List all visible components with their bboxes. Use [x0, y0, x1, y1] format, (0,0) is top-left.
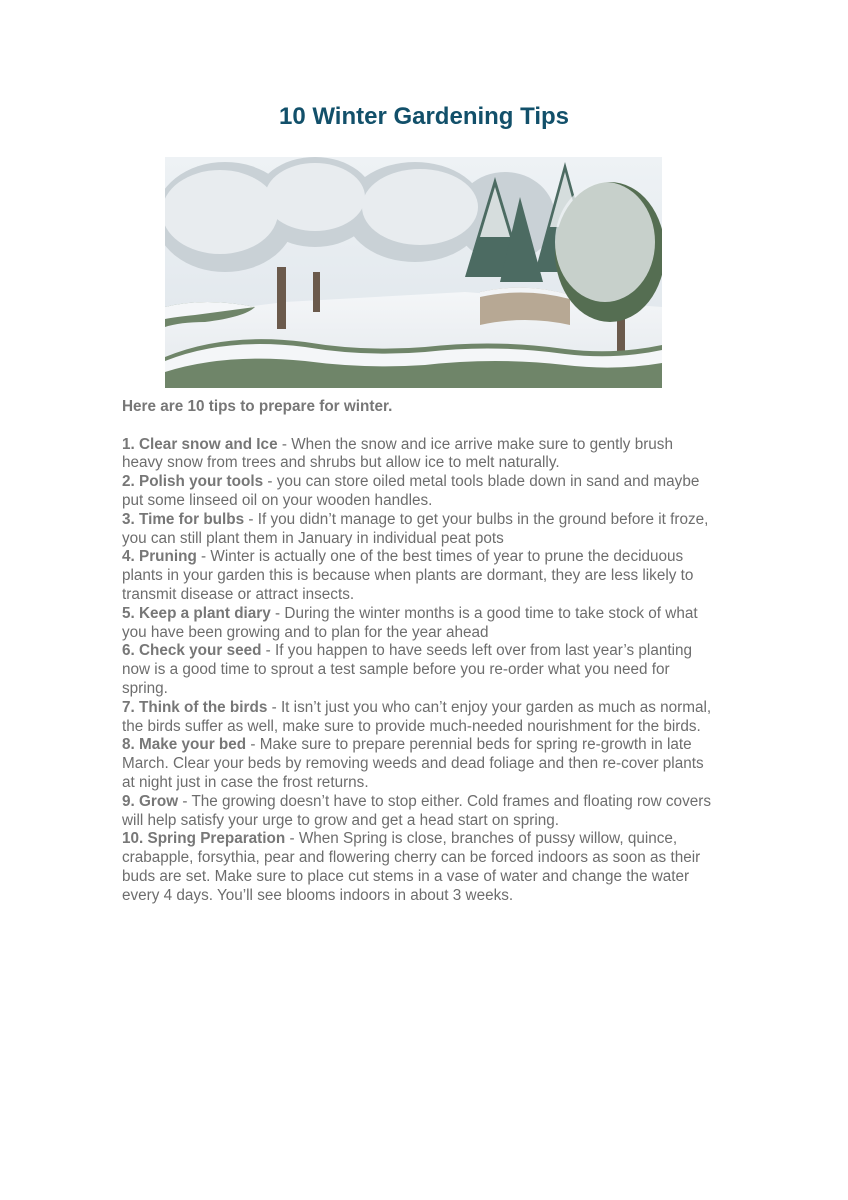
tip-text: Winter is actually one of the best times of year to prune the deciduous plants in your garden this is because when plants are dormant, they are less likely to transmit disease or attract insects.	[122, 548, 694, 603]
tip-item	[122, 736, 712, 792]
tip-label: 9. Grow	[122, 792, 179, 810]
tip-label: 5. Keep a plant diary	[122, 604, 271, 622]
tip-separator: -	[246, 736, 260, 754]
tip-label: 2. Polish your tools	[122, 473, 264, 491]
tip-separator: -	[285, 830, 299, 848]
tip-label: 10. Spring Preparation	[122, 830, 286, 848]
tip-label: 6. Check your seed	[122, 642, 262, 660]
tip-item	[122, 548, 712, 604]
tip-item	[122, 642, 712, 698]
tip-text: During the winter months is a good time to take stock of what you have been growing and to plan for the year ahead	[122, 604, 698, 641]
tip-text: you can store oiled metal tools blade down in sand and maybe put some linseed oil on your wooden handles.	[122, 473, 700, 509]
tip-item	[122, 793, 712, 831]
tip-separator: -	[277, 435, 292, 453]
tip-label: 1. Clear snow and Ice	[122, 435, 278, 453]
tip-label: 4. Pruning	[122, 548, 197, 566]
intro-text: Here are 10 tips to prepare for winter.	[122, 398, 393, 415]
tip-text: It isn’t just you who can’t enjoy your garden as much as normal, the birds suffer as well, make sure to provide much-needed nourishment for the birds.	[122, 698, 712, 735]
tip-label: 3. Time for bulbs	[122, 510, 245, 528]
tip-separator: -	[178, 792, 192, 810]
page-title: 10 Winter Gardening Tips	[278, 103, 570, 130]
tip-separator: -	[244, 510, 258, 528]
tip-text: The growing doesn’t have to stop either. Cold frames and floating row covers will help satisfy your urge to grow and get a head start on spring.	[122, 792, 711, 829]
tip-item	[122, 605, 712, 643]
snowy-garden-photo	[165, 157, 662, 388]
tip-separator: -	[196, 548, 211, 566]
tip-item	[122, 436, 712, 474]
tip-text: Make sure to prepare perennial beds for spring re-growth in late March. Clear your beds by removing weeds and dead foliage and then re-cover plants at night just in case the frost returns.	[122, 736, 704, 791]
tip-item	[122, 699, 712, 737]
tip-text: If you didn’t manage to get your bulbs in the ground before it froze, you can still plant them in January in individual peat pots	[122, 510, 709, 547]
tip-text: When the snow and ice arrive make sure to gently brush heavy snow from trees and shrubs but allow ice to melt naturally.	[122, 435, 673, 472]
tip-separator: -	[270, 604, 285, 622]
tip-label: 7. Think of the birds	[122, 698, 268, 716]
tip-label: 8. Make your bed	[122, 736, 247, 754]
tip-item	[122, 473, 712, 511]
tip-separator: -	[261, 642, 276, 660]
tip-text: If you happen to have seeds left over from last year’s planting now is a good time to sprout a test sample before you re-order what you need for spring.	[122, 642, 692, 697]
tip-separator: -	[267, 698, 281, 716]
tip-item	[122, 511, 712, 549]
tips-body	[122, 398, 712, 906]
tip-text: When Spring is close, branches of pussy willow, quince, crabapple, forsythia, pear and flowering cherry can be forced indoors as soon as their buds are set. Make sure to place cut stems in a vase of water and change the water every 4 days. You’ll see blooms indoors in about 3 weeks.	[122, 830, 701, 904]
tip-separator: -	[263, 473, 277, 491]
tip-item	[122, 830, 712, 905]
